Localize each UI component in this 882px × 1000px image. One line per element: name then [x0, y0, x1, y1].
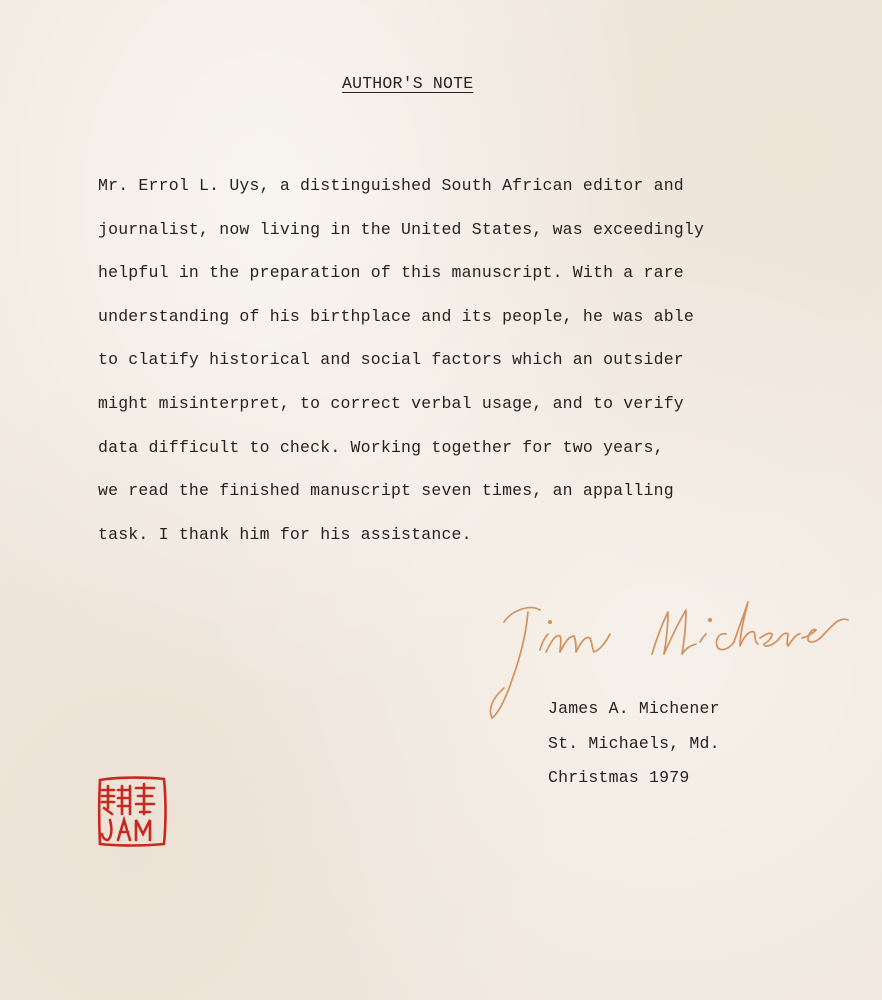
- body-line: might misinterpret, to correct verbal usage, and to verify: [98, 393, 684, 413]
- body-line: to clatify historical and social factors which an outsider: [98, 350, 684, 370]
- date: Christmas 1979: [548, 768, 690, 787]
- body-line: task. I thank him for his assistance.: [98, 524, 472, 544]
- body-line: helpful in the preparation of this manuscript. With a rare: [98, 263, 684, 283]
- author-name: James A. Michener: [548, 699, 720, 718]
- body-line: data difficult to check. Working together for two years,: [98, 437, 664, 457]
- document-body: [98, 172, 798, 564]
- document-title: AUTHOR'S NOTE: [342, 74, 474, 93]
- body-line: journalist, now living in the United States, was exceedingly: [98, 219, 705, 239]
- body-line: Mr. Errol L. Uys, a distinguished South African editor and: [98, 176, 684, 195]
- signature-block: [548, 696, 848, 800]
- location: St. Michaels, Md.: [548, 733, 720, 753]
- red-seal-stamp: [96, 774, 168, 848]
- body-line: we read the finished manuscript seven times, an appalling: [98, 481, 674, 501]
- body-line: understanding of his birthplace and its people, he was able: [98, 306, 694, 326]
